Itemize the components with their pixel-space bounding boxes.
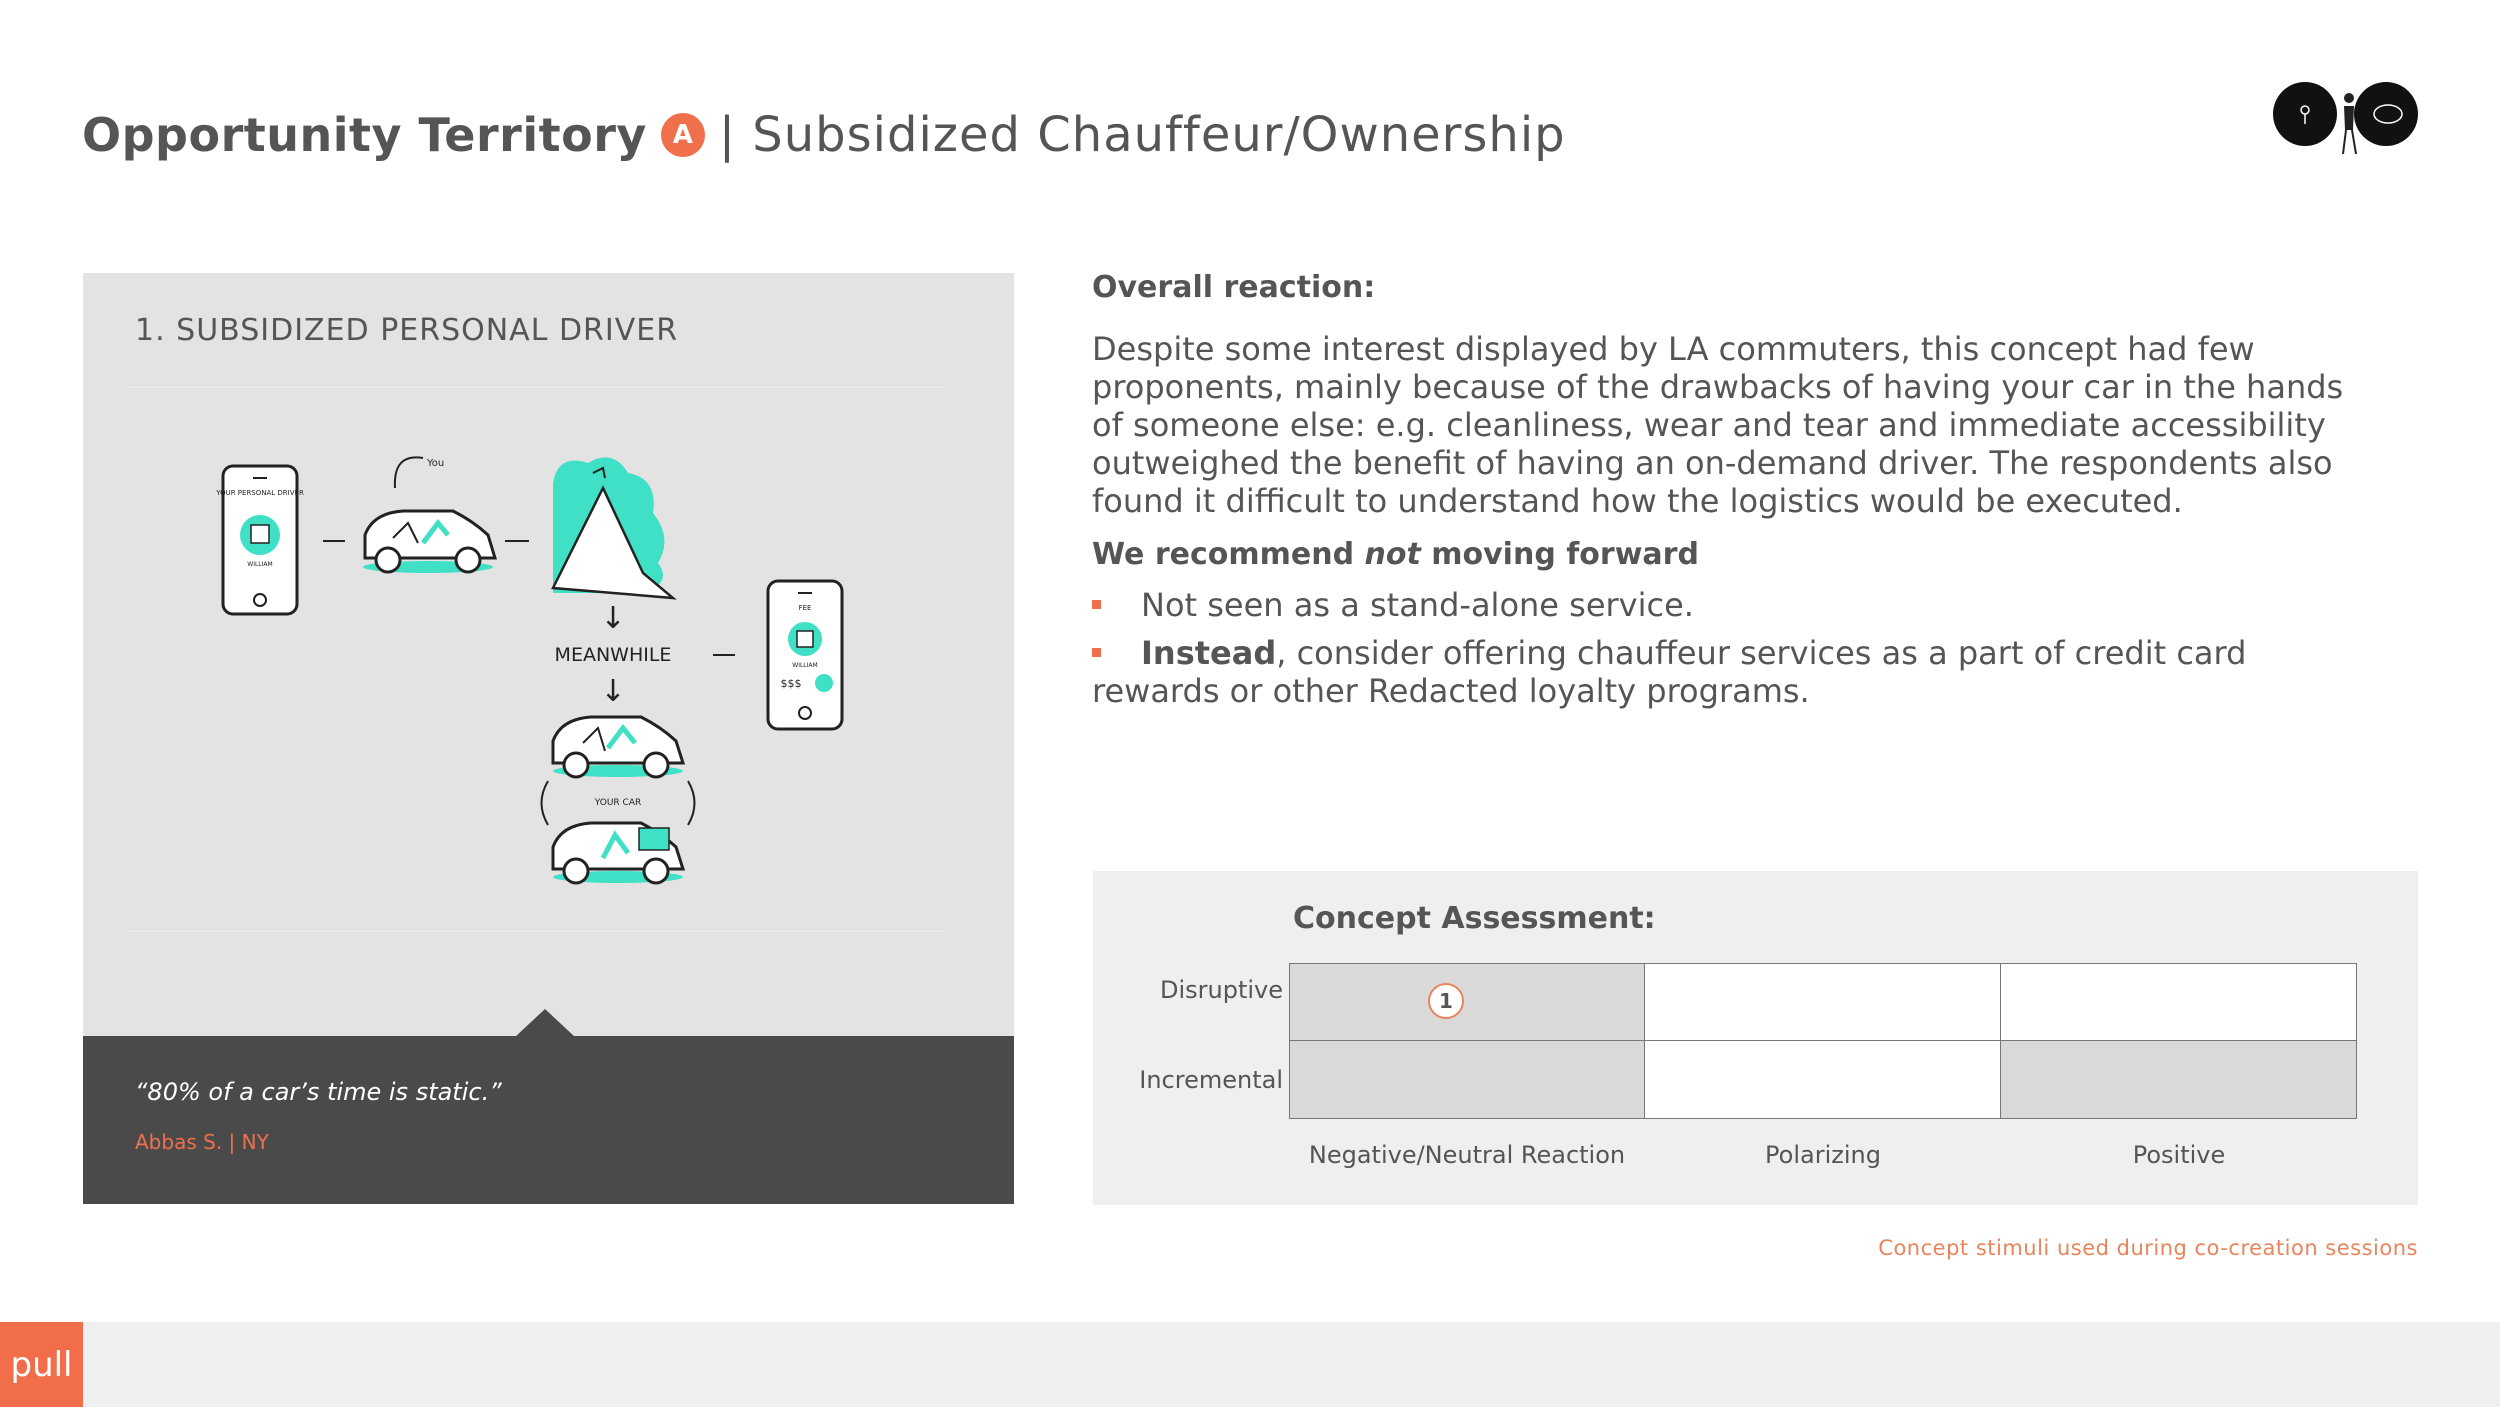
- phone-fee-icon: [768, 581, 842, 729]
- your-car-label: YOUR CAR: [594, 798, 642, 808]
- recommendation-bullet: [1092, 634, 2352, 710]
- pig-icon: [2354, 82, 2418, 146]
- row-label-incremental: Incremental: [1139, 1066, 1283, 1094]
- title-bold: Opportunity Territory: [82, 108, 647, 162]
- phone1-name: WILLIAM: [247, 561, 273, 568]
- footer-bar: [0, 1322, 2500, 1407]
- column-label-negative: Negative/Neutral Reaction: [1308, 1141, 1626, 1169]
- matrix-cell: [1290, 1041, 1645, 1118]
- phone2-label: FEE: [798, 604, 812, 612]
- matrix-cell: [2001, 964, 2356, 1041]
- title-rest: | Subsidized Chauffeur/Ownership: [718, 107, 1566, 163]
- recommendation-heading-post: moving forward: [1420, 537, 1699, 572]
- card-title: 1. SUBSIDIZED PERSONAL DRIVER: [135, 313, 679, 348]
- matrix-cell: [1645, 1041, 2000, 1118]
- quote-box: [83, 1036, 1014, 1204]
- matrix-cell: [1290, 964, 1645, 1041]
- assessment-matrix: [1289, 963, 2357, 1119]
- phone2-price: $$$: [780, 677, 802, 690]
- recommendation-heading-pre: We recommend: [1092, 537, 1365, 572]
- bullet-marker: [1092, 600, 1101, 609]
- concept-assessment-panel: [1093, 871, 2418, 1205]
- svg-text:↓: ↓: [600, 674, 626, 709]
- matrix-cell: [1645, 964, 2000, 1041]
- standing-figure-icon: [2336, 90, 2362, 160]
- phone2-name: WILLIAM: [792, 662, 818, 669]
- person-icon: [2273, 82, 2337, 146]
- concept-card: [83, 273, 1014, 1036]
- reaction-heading: Overall reaction:: [1092, 270, 1376, 305]
- car-in-use-icon: [553, 717, 683, 777]
- car-delivery-icon: [553, 823, 683, 883]
- bullet-text: Not seen as a stand-alone service.: [1141, 586, 1694, 624]
- concept-illustration: [83, 273, 1014, 1036]
- column-label-polarizing: Polarizing: [1765, 1141, 1881, 1169]
- assessment-title: Concept Assessment:: [1293, 901, 1656, 936]
- matrix-cell: [2001, 1041, 2356, 1118]
- page-title: [82, 100, 1566, 170]
- reaction-paragraph: Despite some interest displayed by LA commuters, this concept had few proponents, mainly because of the drawbacks of having your car in the hands of someone else: e.g. cleanliness, wear and tear and immediate accessibility outweighed the benefit of having an on-demand driver. The respondents also found it difficult to understand how the logistics would be executed.: [1092, 330, 2344, 520]
- recommendation-heading: [1092, 537, 2352, 572]
- phone1-label: YOUR PERSONAL DRIVER: [216, 489, 304, 497]
- column-label-positive: Positive: [2132, 1141, 2226, 1169]
- quote-text: “80% of a car’s time is static.”: [135, 1078, 502, 1106]
- brand-logo-right: [2354, 82, 2418, 146]
- stimuli-caption: Concept stimuli used during co-creation sessions: [1878, 1236, 2418, 1260]
- meanwhile-label: MEANWHILE: [554, 644, 672, 666]
- bullet-bold: Instead: [1141, 634, 1277, 672]
- you-label: You: [427, 458, 445, 469]
- mountain-destination-icon: [553, 457, 673, 598]
- svg-text:↓: ↓: [600, 601, 626, 636]
- quote-author: Abbas S. | NY: [135, 1130, 269, 1154]
- pull-logo: pull: [0, 1322, 83, 1407]
- phone-driver-icon: [215, 466, 304, 614]
- concept-marker: 1: [1428, 983, 1464, 1019]
- brand-logo-left: [2273, 82, 2337, 146]
- bullet-marker: [1092, 648, 1101, 657]
- recommendation-bullet: [1092, 586, 2352, 624]
- car-with-driver-icon: [363, 457, 495, 573]
- quote-notch: [515, 1009, 575, 1037]
- territory-badge: A: [661, 113, 705, 157]
- bullet-text: , consider offering chauffeur services as a part of credit card rewards or other Redacted loyalty programs.: [1092, 634, 2247, 710]
- row-label-disruptive: Disruptive: [1159, 976, 1283, 1004]
- recommendation-heading-em: not: [1364, 537, 1421, 572]
